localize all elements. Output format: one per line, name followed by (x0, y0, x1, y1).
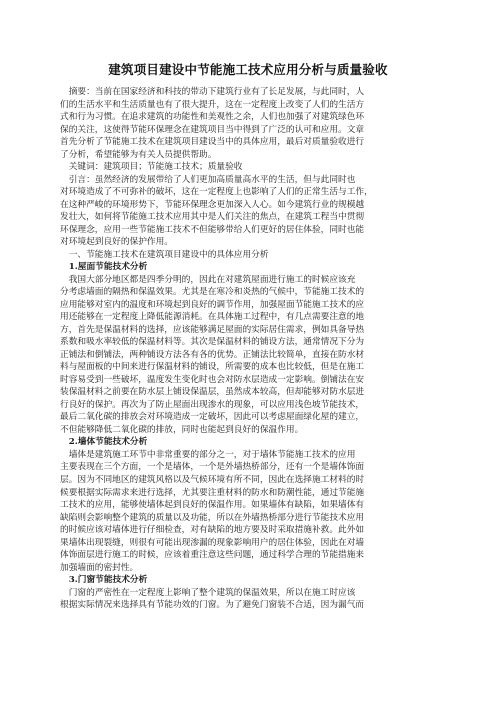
text-line: 不但能够降低二氧化碳的排放，同时也能起到良好的保温作用。 (60, 424, 304, 435)
text-line: 分考虑墙面的隔热和保温效果。尤其是在寒冷和炎热的气候中，节能施工技术的 (60, 287, 365, 298)
text-line: 我国大部分地区都是四季分明的，因此在对建筑屋面进行施工的时候应该充 (60, 274, 356, 285)
text-line: 工技术的应用，能够使墙体起到良好的保温作用。如果墙体有缺陷，如果墙体有 (60, 500, 365, 511)
article-title: 建筑项目建设中节能施工技术应用分析与质量验收 (108, 62, 388, 77)
text-line: 行良好的保护。再次为了防止屋面出现渗水的现象，可以应用浅色坡节能技术， (60, 399, 365, 410)
text-line: 在这种严峻的环境形势下，节能环保理念更加深入人心。如今建筑行业的规模越 (60, 199, 365, 210)
article-body (60, 86, 432, 612)
subsection-heading: 3.门窗节能技术分析 (60, 575, 148, 586)
keywords-line: 关键词：建筑项目；节能施工技术；质量验收 (60, 162, 243, 173)
text-line: 用还能够在一定程度上降低能源消耗。在具体施工过程中，有几点需要注意的地 (60, 312, 365, 323)
text-line: 装保温材料之前要在防水层上铺设保温层，虽然成本较高，但却能够对防水层进 (60, 387, 365, 398)
text-line: 了分析，希望能够为有关人员提供帮助。 (60, 149, 217, 160)
text-line: 加强墙面的密封性。 (60, 562, 139, 573)
section-heading: 一、节能施工技术在建筑项目建设中的具体应用分析 (60, 249, 269, 260)
text-line: 候要根据实际需求来进行选择，尤其要注重材料的防水和防潮性能，通过节能施 (60, 487, 365, 498)
text-line: 环保理念，应用一些节能施工技术不但能够带给人们更好的居住体验，同时也能 (60, 224, 365, 235)
text-line: 正铺法和倒铺法，两种铺设方法各有各的优势。正铺法比较简单，直接在防水材 (60, 349, 365, 360)
text-line: 首先分析了节能施工技术在建筑项目建设当中的具体应用，最后对质量验收进行 (60, 137, 365, 148)
text-line: 主要表现在三个方面，一个是墙体，一个是外墙热桥部分，还有一个是墙体饰面 (60, 462, 365, 473)
subsection-heading: 2.墙体节能技术分析 (60, 437, 148, 448)
text-line: 层。因为不同地区的建筑风格以及气候环境有所不同，因此在选择施工材料的时 (60, 474, 365, 485)
text-line: 门窗的严密性在一定程度上影响了整个建筑的保温效果，所以在施工时应该 (60, 587, 356, 598)
subsection-heading: 1.屋面节能技术分析 (60, 262, 148, 273)
text-line: 保的关注，这使得节能环保理念在建筑项目当中得到了广泛的认可和应用。文章 (60, 124, 365, 135)
text-line: 发壮大，如何将节能施工技术应用其中是人们关注的焦点，在建筑工程当中贯彻 (60, 212, 365, 223)
text-line: 墙体是建筑施工环节中非常重要的部分之一，对于墙体节能施工技术的应用 (60, 449, 356, 460)
text-line: 们的生活水平和生活质量也有了很大提升，这在一定程度上改变了人们的生活方 (60, 99, 365, 110)
text-line: 式和行为习惯。在追求建筑的功能性和美观性之余，人们也加强了对建筑绿色环 (60, 112, 365, 123)
text-line: 方，首先是保温材料的选择，应该能够满足屋面的实际居住需求，例如具备导热 (60, 324, 365, 335)
text-line: 料与屋面板的中间来进行保温材料的铺设，所需要的成本也比较低，但是在施工 (60, 362, 365, 373)
text-line: 摘要：当前在国家经济和科技的带动下建筑行业有了长足发展，与此同时，人 (60, 87, 365, 97)
text-line: 系数和吸水率较低的保温材料等。其次是保温材料的铺设方法，通常情况下分为 (60, 337, 365, 348)
text-line: 对环境造成了不可弥补的破坏，这在一定程度上也影响了人们的正常生活与工作， (60, 187, 373, 198)
text-line: 体饰面层进行施工的时候，应该着重注意这些问题，通过科学合理的节能措施来 (60, 550, 365, 561)
text-line: 果墙体出现裂缝，则很有可能出现渗漏的现象影响用户的居住体验，因此在对墙 (60, 537, 365, 548)
text-line: 的时候应该对墙体进行仔细检查，对有缺陷的地方要及时采取措施补救。此外如 (60, 525, 365, 536)
text-line: 根据实际情况来选择具有节能功效的门窗。为了避免门窗装不合适，因为漏气而 (60, 600, 365, 611)
text-line: 缺陷则会影响整个建筑的质量以及功能，所以在外墙热桥部分进行节能技术应用 (60, 512, 365, 523)
text-line: 对环境起到良好的保护作用。 (60, 237, 173, 248)
text-line: 最后二氧化碳的排放会对环境造成一定破坏，因此可以考虑屋面绿化屋的建立， (60, 412, 365, 423)
text-line: 引言：虽然经济的发展带给了人们更加高质量高水平的生活，但与此同时也 (60, 174, 356, 185)
text-line: 时容易受到一些破坏，温度发生变化时也会对防水层造成一定影响。倒铺法在安 (60, 374, 365, 385)
text-line: 应用能够对室内的温度和环境起到良好的调节作用，加强屋面节能施工技术的应 (60, 299, 365, 310)
